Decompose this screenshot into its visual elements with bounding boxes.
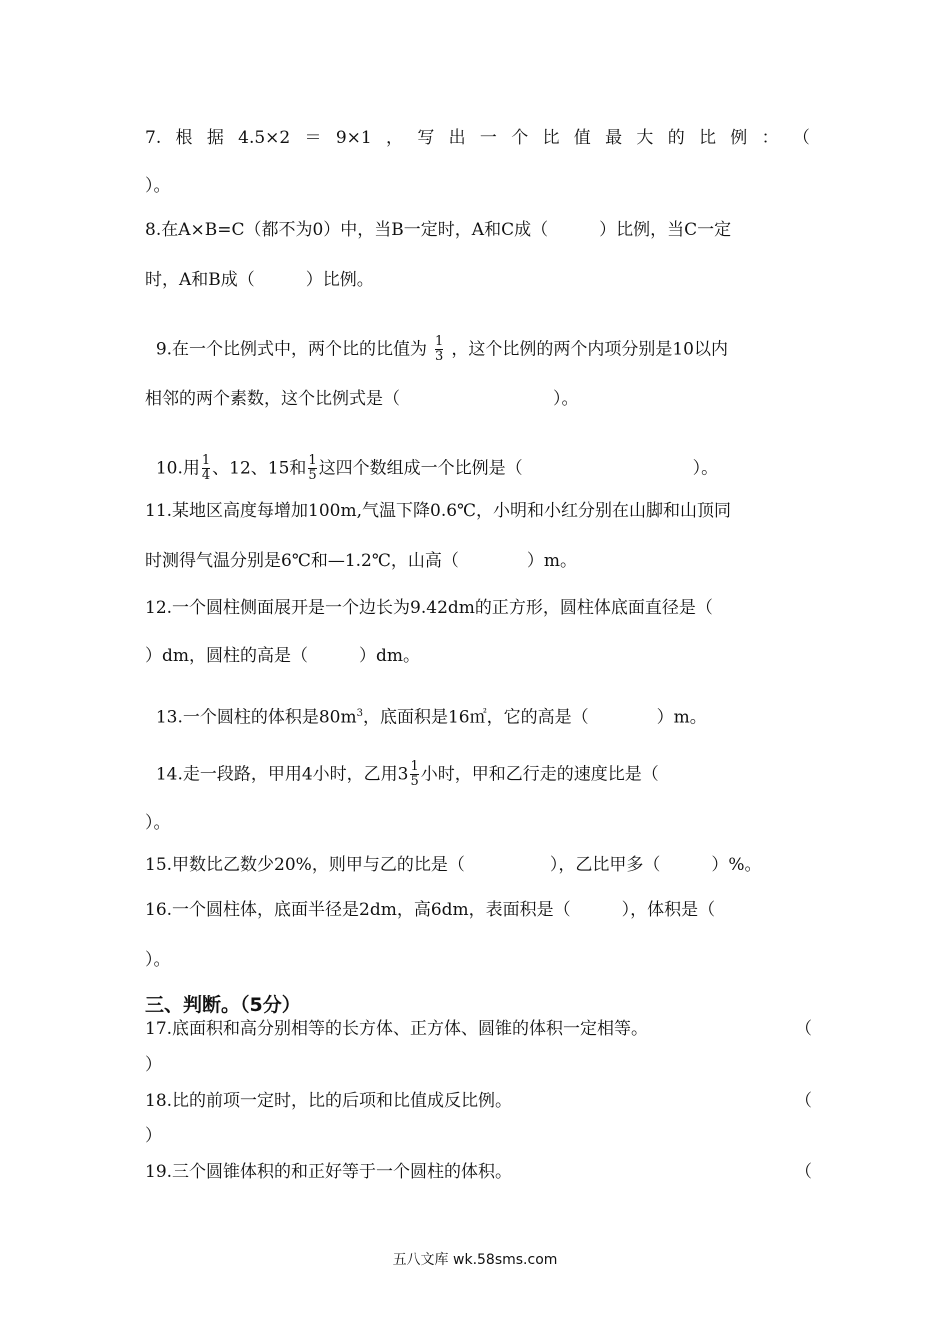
q17-open-paren: （ (795, 1019, 812, 1039)
q9-frac-den: 3 (435, 349, 444, 365)
q10-fraction-1 (202, 454, 210, 484)
q19-open-paren: （ (795, 1162, 812, 1182)
q14-text-before: 14.走一段路，甲用4小时，乙用3 (155, 764, 409, 785)
q13-text-before: 13.一个圆柱的体积是80m (155, 707, 357, 728)
q10-text-after: 这四个数组成一个比例是（ ）。 (318, 458, 719, 479)
q7-token: ， (386, 128, 404, 148)
q16-line2: ）。 (145, 950, 171, 970)
q9-text-after: ，这个比例的两个内项分别是10以内 (451, 339, 728, 360)
q14-frac-den: 5 (410, 774, 419, 790)
q18-text: 18.比的前项一定时，比的后项和比值成反比例。 (145, 1091, 513, 1111)
q13-text-after: ，底面积是16㎡，它的高是（ ）m。 (362, 707, 707, 728)
q11-line1: 11.某地区高度每增加100m,气温下降0.6℃，小明和小红分别在山脚和山顶同 (145, 501, 732, 521)
q7-token: 一 (479, 128, 497, 148)
q7-token: （ (792, 128, 810, 148)
section-3-heading: 三、判断。（5分） (145, 994, 301, 1016)
q12-line2: ）dm，圆柱的高是（ ）dm。 (145, 646, 421, 666)
q7-token: 4.5×2 (238, 128, 291, 148)
q10-frac2-den: 5 (308, 468, 317, 484)
q9-frac-num: 1 (435, 334, 444, 349)
q11-line2: 时测得气温分别是6℃和—1.2℃，山高（ ）m。 (145, 551, 578, 571)
q10-fraction-2 (308, 454, 316, 484)
q14-fraction (410, 760, 418, 790)
q7-token: 根 (175, 128, 193, 148)
q7-token: 例 (730, 128, 748, 148)
q10-text-mid: 、12、15和 (212, 458, 307, 479)
q18-close-paren: ） (145, 1126, 162, 1146)
q7-token: 大 (636, 128, 654, 148)
q19-text: 19.三个圆锥体积的和正好等于一个圆柱的体积。 (145, 1162, 513, 1182)
q7-line2: ）。 (145, 176, 171, 196)
q9-line1 (145, 318, 728, 365)
q7-token: 9×1 (335, 128, 372, 148)
q8-line2: 时，A和B成（ ）比例。 (145, 270, 374, 290)
q8-line1: 8.在A×B=C（都不为0）中，当B一定时，A和C成（ ）比例，当C一定 (145, 220, 732, 240)
q12-line1: 12.一个圆柱侧面展开是一个边长为9.42dm的正方形，圆柱体底面直径是（ (145, 598, 713, 618)
q17-text: 17.底面积和高分别相等的长方体、正方体、圆锥的体积一定相等。 (145, 1019, 649, 1039)
q7-token: 比 (542, 128, 560, 148)
q13-superscript: 3 (356, 708, 363, 719)
q7-token: 7. (145, 128, 162, 148)
q7-line1 (145, 130, 810, 147)
q7-token: 个 (511, 128, 529, 148)
q7-token: ： (761, 128, 779, 148)
q9-text-before: 9.在一个比例式中，两个比的比值为 (155, 339, 428, 360)
q10-frac2-num: 1 (308, 453, 317, 468)
q14-line1 (145, 743, 659, 790)
footer-watermark: 五八文库 wk.58sms.com (392, 1252, 558, 1268)
q9-line2: 相邻的两个素数，这个比例式是（ ）。 (145, 389, 579, 409)
q10-text-before: 10.用 (155, 458, 200, 479)
q14-frac-num: 1 (410, 759, 419, 774)
q17-close-paren: ） (145, 1055, 162, 1075)
q10-line (145, 437, 718, 484)
q7-token: 据 (206, 128, 224, 148)
q14-text-after: 小时，甲和乙行走的速度比是（ (420, 764, 659, 785)
q14-line2: ）。 (145, 813, 171, 833)
q7-token: 出 (448, 128, 466, 148)
q15-line: 15.甲数比乙数少20%，则甲与乙的比是（ ），乙比甲多（ ）%。 (145, 855, 762, 875)
q7-token: 比 (698, 128, 716, 148)
q10-frac1-den: 4 (201, 468, 211, 484)
q7-token: 写 (417, 128, 435, 148)
q9-fraction (435, 335, 443, 365)
q10-frac1-num: 1 (201, 453, 211, 468)
q13-line (145, 692, 707, 727)
q18-open-paren: （ (795, 1091, 812, 1111)
q7-token: 最 (605, 128, 623, 148)
q7-token: 的 (667, 128, 685, 148)
q7-token: ＝ (304, 128, 322, 148)
q16-line1: 16.一个圆柱体，底面半径是2dm，高6dm，表面积是（ ），体积是（ (145, 900, 716, 920)
q7-token: 值 (573, 128, 591, 148)
